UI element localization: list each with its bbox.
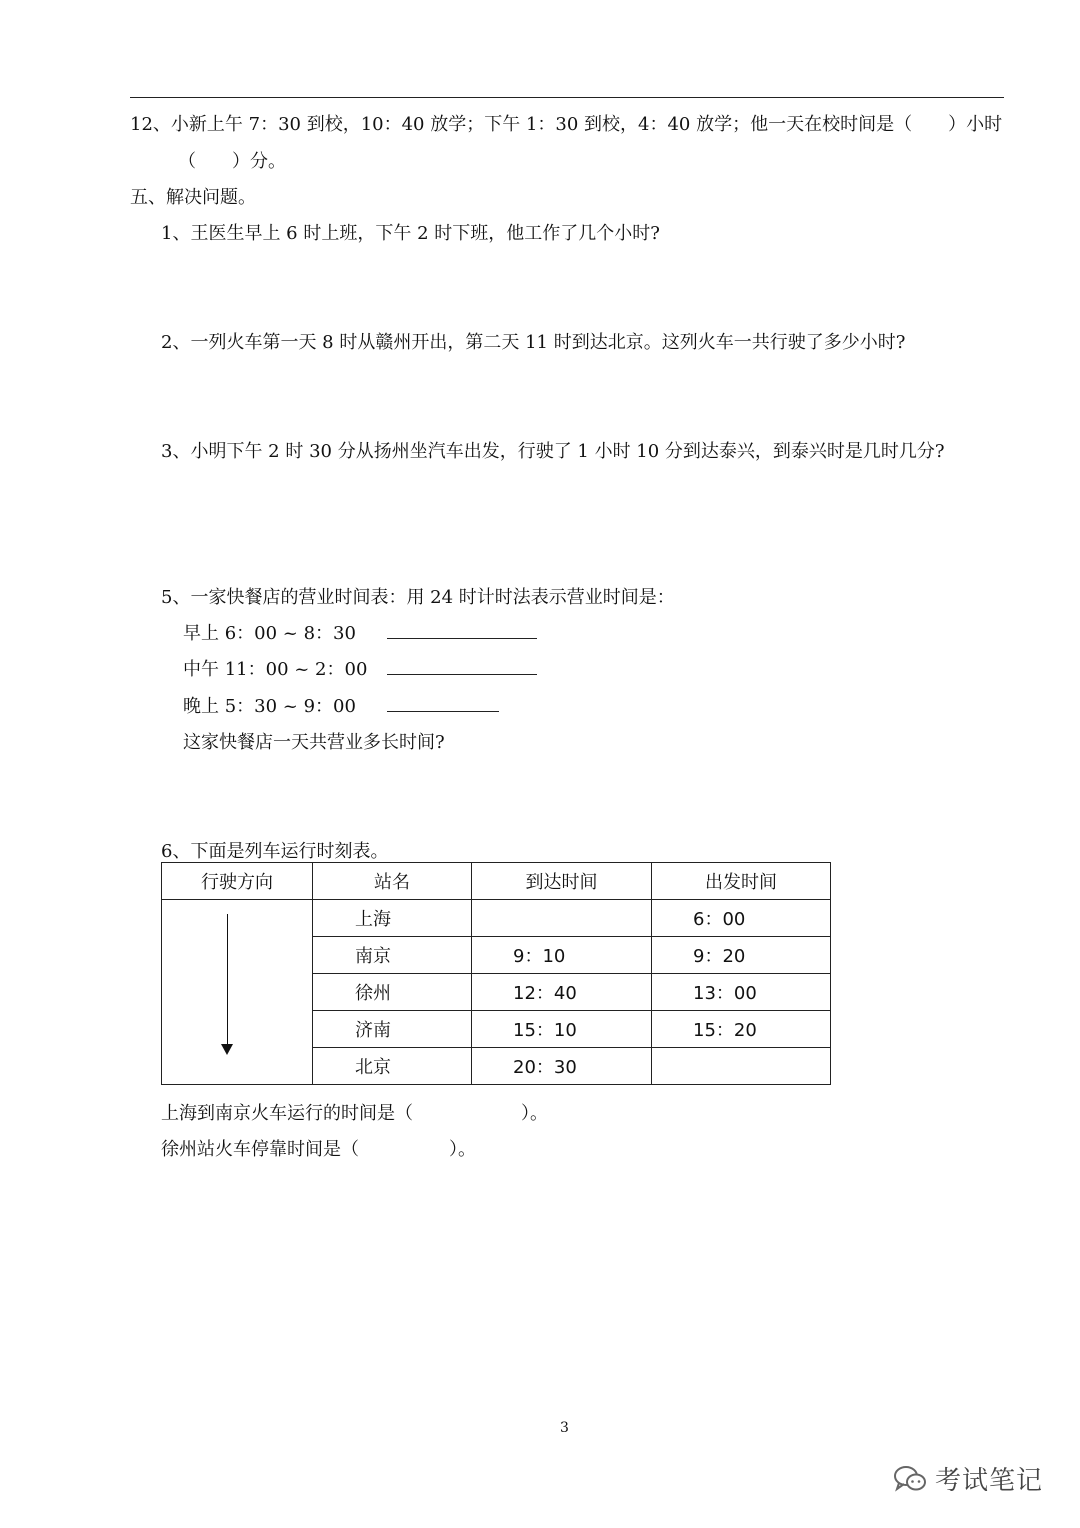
table-row	[162, 900, 831, 937]
problem-5-question: 这家快餐店一天共营业多长时间?	[183, 732, 445, 753]
departure-time	[652, 1048, 831, 1085]
arrival-time: 20：30	[472, 1048, 652, 1085]
chat-bubbles-icon	[893, 1464, 927, 1494]
arrival-time: 15：10	[472, 1011, 652, 1048]
direction-arrow-icon	[227, 914, 228, 1046]
problem-1: 1、王医生早上 6 时上班，下午 2 时下班，他工作了几个小时?	[161, 223, 660, 244]
station-name: 济南	[313, 1011, 472, 1048]
arrival-time: 12：40	[472, 974, 652, 1011]
header-departure: 出发时间	[652, 863, 831, 900]
station-name: 徐州	[313, 974, 472, 1011]
answer-blank-evening[interactable]	[387, 711, 499, 712]
arrow-head-icon	[221, 1044, 233, 1055]
station-name: 北京	[313, 1048, 472, 1085]
question-12-line1: 12、小新上午 7：30 到校，10：40 放学；下午 1：30 到校，4：40 放学；他一天在校时间是（ ）小时	[130, 114, 1003, 135]
header-rule	[130, 97, 1004, 98]
problem-6-question-2: 徐州站火车停靠时间是（ ）。	[161, 1139, 476, 1160]
problem-3: 3、小明下午 2 时 30 分从扬州坐汽车出发，行驶了 1 小时 10 分到达泰兴，到泰兴时是几时几分?	[161, 441, 945, 462]
problem-5-title: 5、一家快餐店的营业时间表：用 24 时计时法表示营业时间是：	[161, 587, 675, 608]
section-heading: 五、解决问题。	[130, 187, 256, 208]
arrival-time: 9：10	[472, 937, 652, 974]
problem-2: 2、一列火车第一天 8 时从赣州开出，第二天 11 时到达北京。这列火车一共行驶了多少小时?	[161, 332, 906, 353]
departure-time: 9：20	[652, 937, 831, 974]
departure-time: 15：20	[652, 1011, 831, 1048]
page-number: 3	[560, 1420, 569, 1436]
header-direction: 行驶方向	[162, 863, 313, 900]
departure-time: 13：00	[652, 974, 831, 1011]
answer-blank-morning[interactable]	[387, 638, 537, 639]
watermark-text: 考试笔记	[935, 1466, 1044, 1496]
station-name: 上海	[313, 900, 472, 937]
problem-6-title: 6、下面是列车运行时刻表。	[161, 841, 389, 862]
hours-row-morning: 早上 6：00 ~ 8：30	[183, 623, 356, 644]
header-station: 站名	[313, 863, 472, 900]
watermark	[893, 1460, 1043, 1497]
hours-row-noon: 中午 11：00 ~ 2：00	[183, 659, 368, 680]
header-arrival: 到达时间	[472, 863, 652, 900]
arrival-time	[472, 900, 652, 937]
departure-time: 6：00	[652, 900, 831, 937]
question-12-line2: （ ）分。	[178, 151, 286, 172]
answer-blank-noon[interactable]	[387, 674, 537, 675]
direction-cell	[162, 900, 313, 1085]
hours-row-evening: 晚上 5：30 ~ 9：00	[183, 696, 356, 717]
problem-6-question-1: 上海到南京火车运行的时间是（ ）。	[161, 1103, 548, 1124]
table-header-row	[162, 863, 831, 900]
station-name: 南京	[313, 937, 472, 974]
train-timetable	[161, 862, 831, 1085]
